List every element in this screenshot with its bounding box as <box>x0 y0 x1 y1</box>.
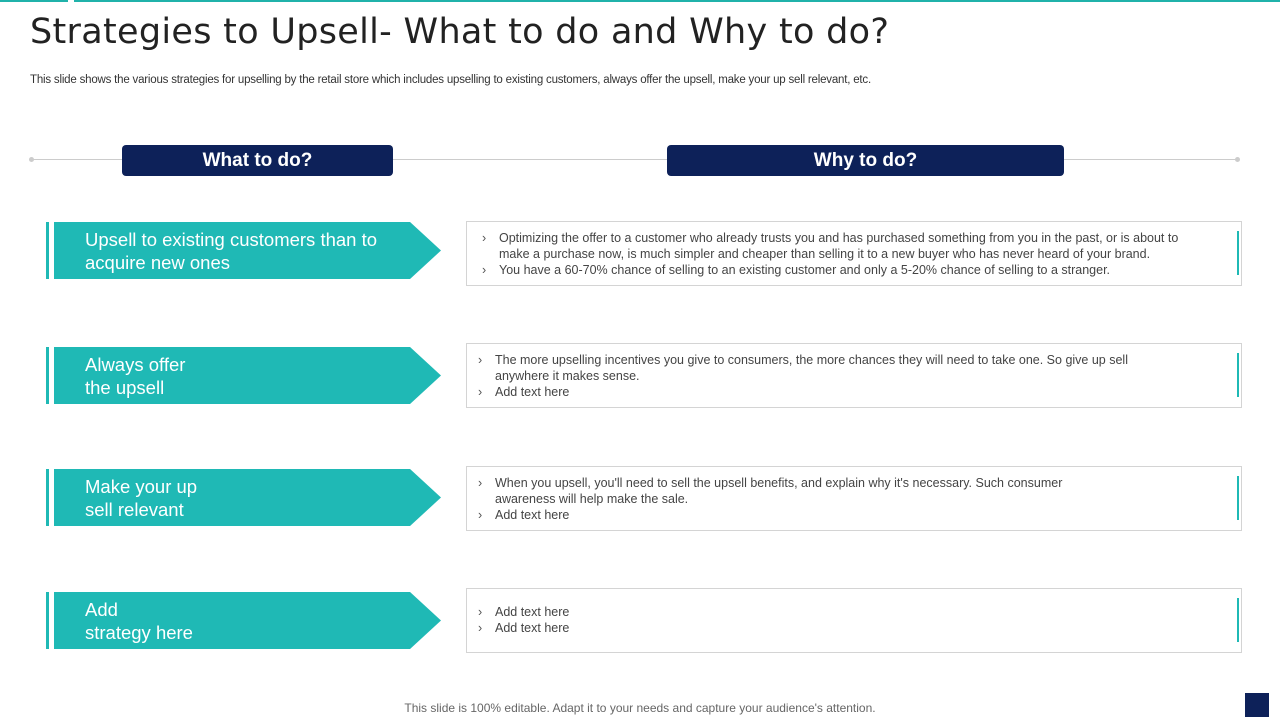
reason-list <box>472 230 1207 278</box>
strategy-arrow-2 <box>46 347 442 404</box>
reason-list <box>468 604 1148 636</box>
what-to-do-header: What to do? <box>122 145 393 176</box>
box-accent <box>1237 353 1239 397</box>
reason-box-1 <box>466 221 1242 286</box>
footer-note: This slide is 100% editable. Adapt it to your needs and capture your audience's attention. <box>404 701 876 715</box>
reason-box-2 <box>466 343 1242 408</box>
divider-dot-left <box>29 157 34 162</box>
reason-box-4 <box>466 588 1242 653</box>
strategy-bar <box>46 347 49 404</box>
strategy-arrow-1 <box>46 222 442 279</box>
reason-box-3 <box>466 466 1242 531</box>
box-accent <box>1237 598 1239 642</box>
strategy-bar <box>46 222 49 279</box>
reason-bullet: › The more upselling incentives you give to consumers, the more chances they will need to take one. So give up sell anywhere it makes sense. <box>468 352 1148 384</box>
strategy-bar <box>46 469 49 526</box>
top-accent-line-left <box>0 0 68 2</box>
corner-square-icon <box>1245 693 1269 717</box>
box-accent <box>1237 476 1239 520</box>
strategy-arrow-4 <box>46 592 442 649</box>
box-accent <box>1237 231 1239 275</box>
strategy-label: Upsell to existing customers than to acquire new ones <box>85 229 378 273</box>
slide-title: Strategies to Upsell- What to do and Why to do? <box>30 12 890 52</box>
reason-bullet: › Add text here <box>468 507 1093 523</box>
why-to-do-header: Why to do? <box>667 145 1064 176</box>
reason-list <box>468 352 1148 400</box>
strategy-label: Make your up sell relevant <box>85 476 198 520</box>
reason-bullet: › Add text here <box>468 604 1148 620</box>
slide-subtitle: This slide shows the various strategies for upselling by the retail store which includes upselling to existing customers, always offer the upsell, make your up sell relevant, etc. <box>30 74 871 86</box>
reason-bullet: › When you upsell, you'll need to sell the upsell benefits, and explain why it's necessary. Such consumer awareness will help make the sale. <box>468 475 1093 507</box>
reason-bullet: › Optimizing the offer to a customer who already trusts you and has purchased something from you in the past, or is about to make a purchase now, is much simpler and cheaper than selling it to a new buyer who has never heard of your brand. <box>472 230 1207 262</box>
reason-bullet: › You have a 60-70% chance of selling to an existing customer and only a 5-20% chance of selling to a stranger. <box>472 262 1207 278</box>
top-accent-line-right <box>74 0 1280 2</box>
reason-bullet: › Add text here <box>468 384 1148 400</box>
strategy-arrow-3 <box>46 469 442 526</box>
divider-dot-right <box>1235 157 1240 162</box>
strategy-label: Always offer the upsell <box>85 354 186 398</box>
strategy-label: Add strategy here <box>85 599 193 643</box>
reason-list <box>468 475 1093 523</box>
reason-bullet: › Add text here <box>468 620 1148 636</box>
strategy-bar <box>46 592 49 649</box>
